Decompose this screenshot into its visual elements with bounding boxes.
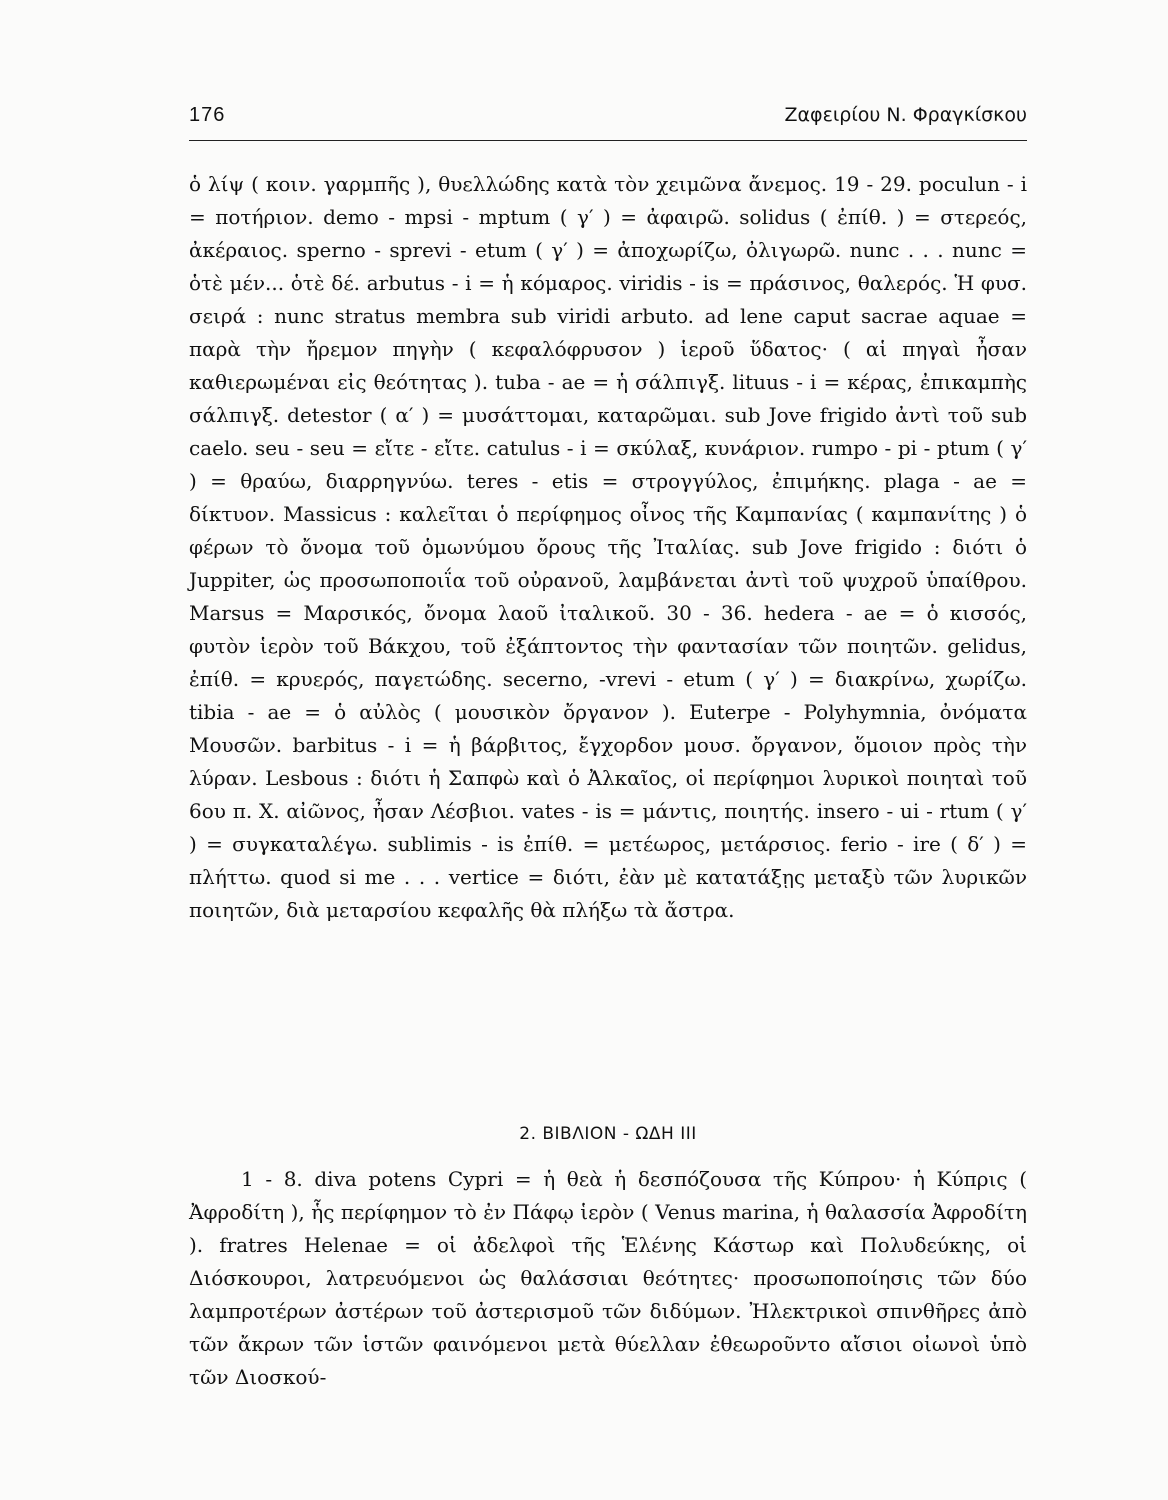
section-heading: 2. ΒΙΒΛΙΟΝ - ΩΔΗ III (519, 1124, 697, 1144)
commentary-paragraph-2: 1 - 8. diva potens Cypri = ἡ θεὰ ἡ δεσπόζουσα τῆς Κύπρου· ἡ Κύπρις ( Ἀφροδίτη ), ἧς περίφημον τὸ ἐν Πάφῳ ἱερὸν ( Venus marina, ἡ θαλασσία Ἀφροδίτη ). fratres Helenae = οἱ ἀδελφοὶ τῆς Ἑλένης Κάστωρ καὶ Πολυδεύκης, οἱ Διόσκουροι, λατρευόμενοι ὡς θαλάσσιαι θεότητες· προσωποποίησις τῶν δύο λαμπροτέρων ἀστέρων τοῦ ἀστερισμοῦ τῶν διδύμων. Ἠλεκτρικοὶ σπινθῆρες ἀπὸ τῶν ἄκρων τῶν ἱστῶν φαινόμενοι μετὰ θύελλαν ἐθεωροῦντο αἴσιοι οἰωνοὶ ὑπὸ τῶν Διοσκού- (189, 1167, 1027, 1389)
commentary-paragraph-1: ὁ λίψ ( κοιν. γαρμπῆς ), θυελλώδης κατὰ τὸν χειμῶνα ἄνεμος. 19 - 29. poculun - i = ποτήριον. demo - mpsi - mptum ( γ′ ) = ἀφαιρῶ. solidus ( ἐπίθ. ) = στερεός, ἀκέραιος. sperno - sprevi - etum ( γ′ ) = ἀποχωρίζω, ὀλιγωρῶ. nunc . . . nunc = ὁτὲ μέν... ὁτὲ δέ. arbutus - i = ἡ κόμαρος. viridis - is = πράσινος, θαλερός. Ἡ φυσ. σειρά : nunc stratus membra sub viridi arbuto. ad lene caput sacrae aquae = παρὰ τὴν ἤρεμον πηγὴν ( κεφαλόφρυσον ) ἱεροῦ ὕδατος· ( αἱ πηγαὶ ἦσαν καθιερωμέναι εἰς θεότητας ). tuba - ae = ἡ σάλπιγξ. lituus - i = κέρας, ἐπικαμπὴς σάλπιγξ. detestor ( α′ ) = μυσάττομαι, καταρῶμαι. sub Jove frigido ἀντὶ τοῦ sub caelo. seu - seu = εἴτε - εἴτε. catulus - i = σκύλαξ, κυνάριον. rumpo - pi - ptum ( γ′ ) = θραύω, διαρρηγνύω. teres - etis = στρογγύλος, ἐπιμήκης. plaga - ae = δίκτυον. Massicus : καλεῖται ὁ περίφημος οἶνος τῆς Καμπανίας ( καμπανίτης ) ὁ φέρων τὸ ὄνομα τοῦ ὁμωνύμου ὄρους τῆς Ἰταλίας. sub Jove frigido : διότι ὁ Juppiter, ὡς προσωποποιΐα τοῦ οὐρανοῦ, λαμβάνεται ἀντὶ τοῦ ψυχροῦ ὑπαίθρου. Marsus = Μαρσικός, ὄνομα λαοῦ ἰταλικοῦ. 30 - 36. hedera - ae = ὁ κισσός, φυτὸν ἱερὸν τοῦ Βάκχου, τοῦ ἐξάπτοντος τὴν φαντασίαν τῶν ποιητῶν. gelidus, ἐπίθ. = κρυερός, παγετώδης. secerno, -vrevi - etum ( γ′ ) = διακρίνω, χωρίζω. tibia - ae = ὁ αὐλὸς ( μουσικὸν ὄργανον ). Euterpe - Polyhymnia, ὀνόματα Μουσῶν. barbitus - i = ἡ βάρβιτος, ἔγχορδον μουσ. ὄργανον, ὅμοιον πρὸς τὴν λύραν. Lesbous : διότι ἡ Σαπφὼ καὶ ὁ Ἀλκαῖος, οἱ περίφημοι λυρικοὶ ποιηταὶ τοῦ 6ου π. Χ. αἰῶνος, ἦσαν Λέσβιοι. vates - is = μάντις, ποιητής. insero - ui - rtum ( γ′ ) = συγκαταλέγω. sublimis - is ἐπίθ. = μετέωρος, μετάρσιος. ferio - ire ( δ′ ) = πλήττω. quod si me . . . vertice = διότι, ἐὰν μὲ κατατάξῃς μεταξὺ τῶν λυρικῶν ποιητῶν, διὰ μεταρσίου κεφαλῆς θὰ πλήξω τὰ ἄστρα. (189, 172, 1027, 922)
commentary-text (189, 168, 1027, 927)
commentary-text-2 (189, 1163, 1027, 1394)
page-header (189, 100, 1027, 141)
page-number: 176 (189, 104, 226, 126)
running-head: Ζαφειρίου Ν. Φραγκίσκου (784, 104, 1027, 126)
